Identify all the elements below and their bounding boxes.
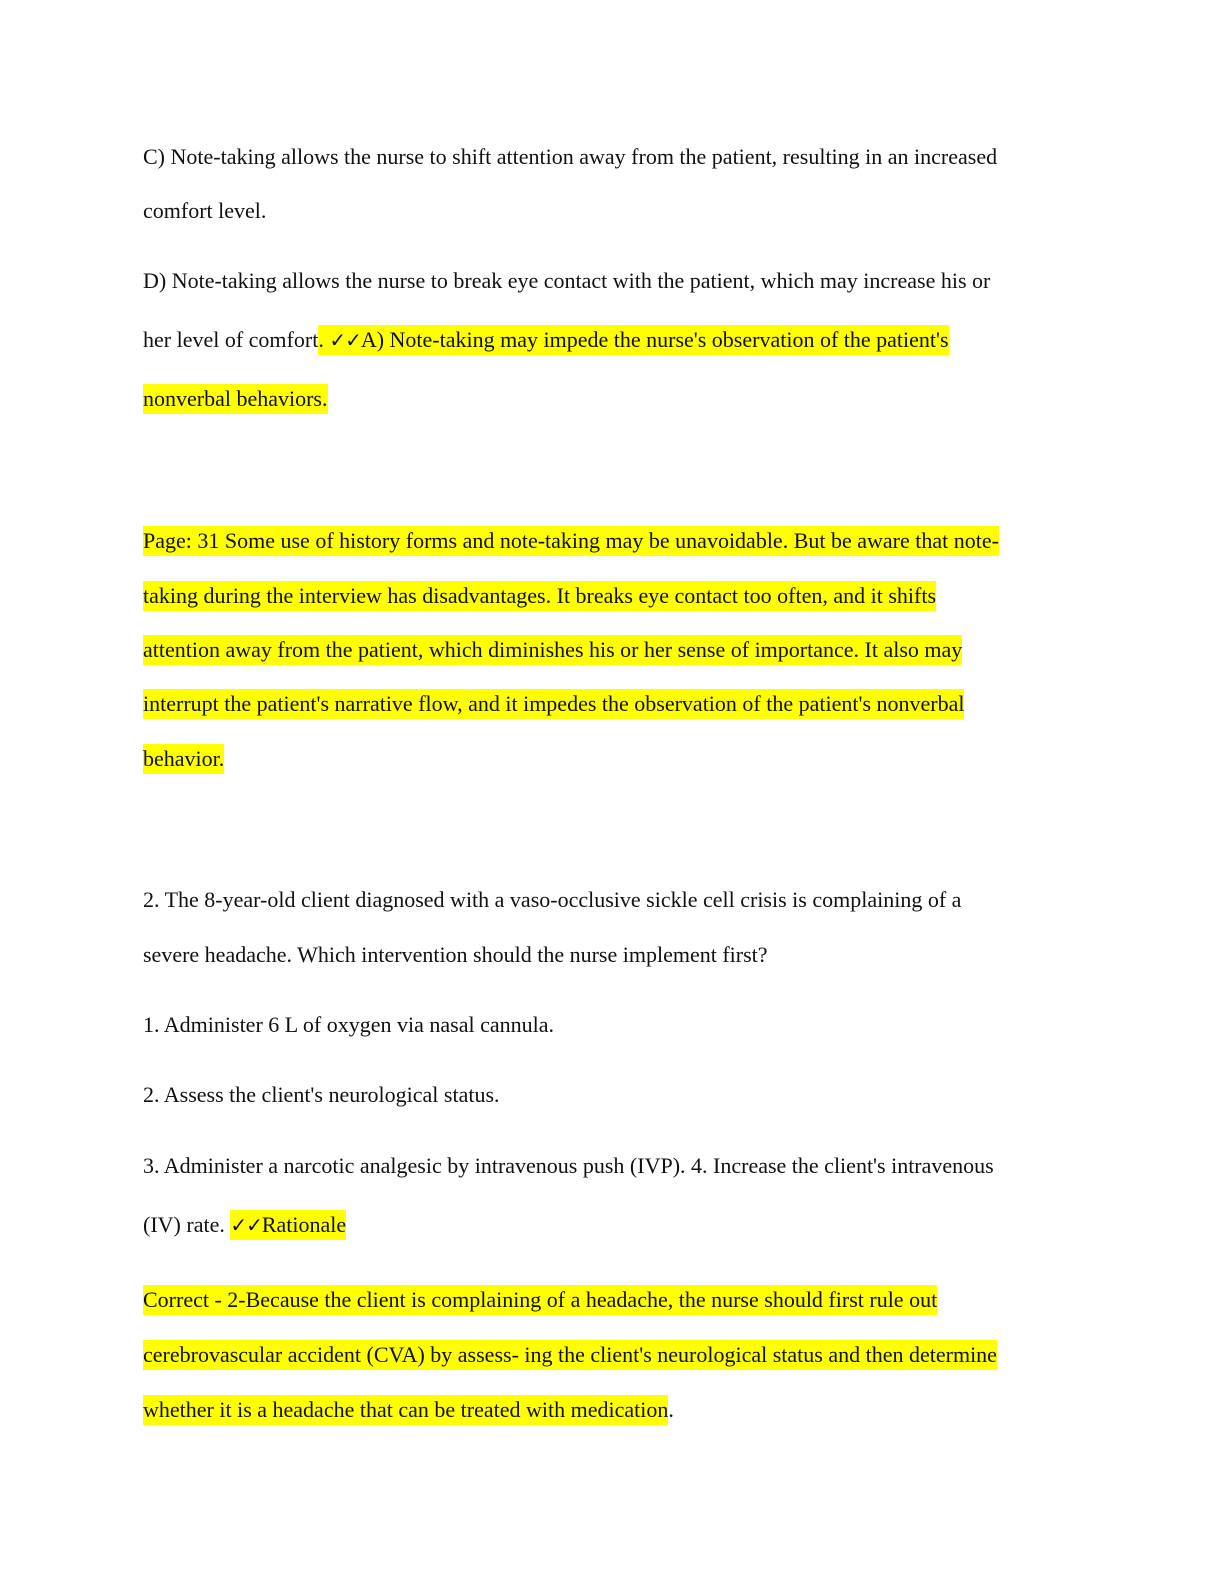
question-2-option-1: 1. Administer 6 L of oxygen via nasal cannula. <box>143 1012 554 1037</box>
rationale-2-line-1 <box>143 1286 937 1314</box>
rationale-1-text-3: attention away from the patient, which diminishes his or her sense of importance. It also may <box>143 635 962 665</box>
rationale-2-text-2: cerebrovascular accident (CVA) by assess- ing the client's neurological status and then determine <box>143 1340 997 1370</box>
rationale-1-text-4: interrupt the patient's narrative flow, and it impedes the observation of the patient's nonverbal <box>143 689 964 719</box>
rationale-1-text-2: taking during the interview has disadvantages. It breaks eye contact too often, and it shifts <box>143 581 936 611</box>
rationale-1-line-1 <box>143 527 999 555</box>
question-2-option-3-4: 3. Administer a narcotic analgesic by intravenous push (IVP). 4. Increase the client's intravenous <box>143 1153 994 1178</box>
rationale-2-period: . <box>668 1397 674 1422</box>
rationale-1-line-4 <box>143 690 964 718</box>
answer-text-part2: nonverbal behaviors. <box>143 384 328 414</box>
rationale-2-line-3 <box>143 1396 674 1424</box>
rationale-1-line-5 <box>143 745 224 773</box>
option-d-line-2-text: her level of comfort <box>143 327 319 352</box>
rationale-1-text-1: Page: 31 Some use of history forms and note-taking may be unavoidable. But be aware that note- <box>143 526 999 556</box>
option-d-line-1: D) Note-taking allows the nurse to break eye contact with the patient, which may increase his or <box>143 268 991 293</box>
option-c-line-2: comfort level. <box>143 198 267 223</box>
option-c-line-1: C) Note-taking allows the nurse to shift attention away from the patient, resulting in an increased <box>143 144 998 169</box>
rationale-label: Rationale <box>261 1212 347 1237</box>
question-2-stem-line-1: 2. The 8-year-old client diagnosed with a vaso-occlusive sickle cell crisis is complaining of a <box>143 887 962 912</box>
answer-highlight <box>318 325 948 355</box>
rationale-label-highlight <box>230 1210 346 1240</box>
rationale-1-text-5: behavior. <box>143 744 224 774</box>
answer-line-2 <box>143 385 328 413</box>
double-check-icon: ✓✓ <box>329 328 361 352</box>
rationale-1-line-3 <box>143 636 962 664</box>
rationale-2-line-2 <box>143 1341 997 1369</box>
rationale-2-text-1: Correct - 2-Because the client is complaining of a headache, the nurse should first rule out <box>143 1285 937 1315</box>
double-check-icon: ✓✓ <box>230 1213 262 1237</box>
option-4-end-text: (IV) rate. <box>143 1212 231 1237</box>
option-d-period: . <box>318 327 324 352</box>
answer-text-part1: A) Note-taking may impede the nurse's observation of the patient's <box>360 327 949 352</box>
option-d-line-2 <box>143 326 949 354</box>
rationale-2-text-3: whether it is a headache that can be treated with medication <box>143 1395 668 1425</box>
question-2-option-4-end <box>143 1211 346 1239</box>
question-2-option-2: 2. Assess the client's neurological status. <box>143 1082 500 1107</box>
rationale-1-line-2 <box>143 582 936 610</box>
question-2-stem-line-2: severe headache. Which intervention should the nurse implement first? <box>143 942 768 967</box>
